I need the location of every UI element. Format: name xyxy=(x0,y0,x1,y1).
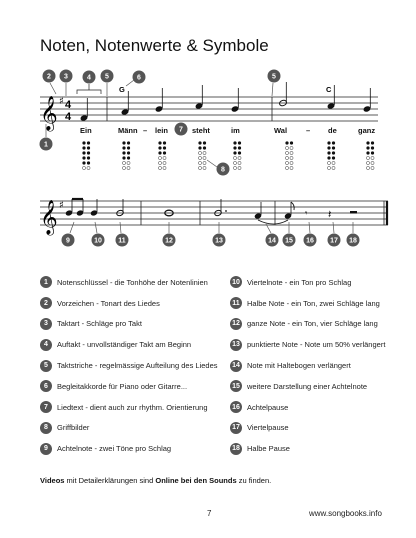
marker-8 xyxy=(207,160,230,176)
marker-5 xyxy=(101,70,114,97)
number-badge: 15 xyxy=(230,380,242,392)
legend-text: Note mit Haltebogen verlängert xyxy=(247,361,351,371)
finger-dot xyxy=(82,156,85,159)
finger-dot xyxy=(285,151,288,154)
legend-text: Viertelpause xyxy=(247,423,289,433)
finger-dot xyxy=(163,161,166,164)
svg-text:18: 18 xyxy=(349,237,357,245)
finger-dot xyxy=(233,151,236,154)
marker-2 xyxy=(43,70,57,95)
quarter-note xyxy=(231,88,240,113)
legend-item xyxy=(40,272,225,293)
marker-5b xyxy=(268,70,281,97)
number-badge: 18 xyxy=(230,443,242,455)
chord-g: G xyxy=(119,85,125,94)
finger-dot xyxy=(332,166,335,169)
finger-dot xyxy=(371,156,374,159)
legend-item xyxy=(230,334,395,355)
finger-dot xyxy=(198,151,201,154)
svg-text:6: 6 xyxy=(137,74,141,82)
finger-dot xyxy=(332,151,335,154)
finger-dot xyxy=(127,166,130,169)
marker-3 xyxy=(60,70,73,97)
finger-dot xyxy=(198,146,201,149)
marker-10 xyxy=(92,222,105,247)
quarter-note xyxy=(90,199,98,217)
legend-item xyxy=(230,418,395,439)
legend-item xyxy=(230,272,395,293)
svg-text:12: 12 xyxy=(165,237,173,245)
number-badge: 13 xyxy=(230,339,242,351)
half-note xyxy=(116,199,124,217)
footnote-end: zu finden. xyxy=(236,476,272,485)
finger-dot xyxy=(285,146,288,149)
svg-text:11: 11 xyxy=(118,237,126,245)
finger-dot xyxy=(198,161,201,164)
half-rest-icon xyxy=(350,211,357,214)
finger-dot xyxy=(203,146,206,149)
svg-text:13: 13 xyxy=(215,237,223,245)
number-badge: 4 xyxy=(40,339,52,351)
marker-16 xyxy=(304,222,317,247)
svg-text:10: 10 xyxy=(94,237,102,245)
svg-text:5: 5 xyxy=(272,73,276,81)
number-badge: 3 xyxy=(40,318,52,330)
treble-clef-icon: 𝄞 xyxy=(40,96,58,131)
finger-dot xyxy=(332,156,335,159)
finger-dot xyxy=(198,166,201,169)
legend-item xyxy=(230,397,395,418)
svg-text:3: 3 xyxy=(64,73,68,81)
number-badge: 16 xyxy=(230,401,242,413)
legend-item xyxy=(40,438,225,459)
finger-dot xyxy=(158,156,161,159)
marker-7 xyxy=(175,123,188,136)
legend-item xyxy=(230,314,395,335)
finger-dot xyxy=(87,156,90,159)
quarter-note xyxy=(363,88,372,113)
finger-dot xyxy=(366,166,369,169)
finger-dot xyxy=(87,146,90,149)
legend-item xyxy=(40,334,225,355)
dotted-half-note xyxy=(214,199,227,217)
footnote xyxy=(40,476,271,485)
svg-text:15: 15 xyxy=(285,237,293,245)
quarter-rest-icon: 𝄽 xyxy=(328,209,332,221)
legend-text: Notenschlüssel - die Tonhöhe der Notenlinien xyxy=(57,277,208,287)
finger-dot xyxy=(122,166,125,169)
finger-dot xyxy=(290,151,293,154)
finger-dot xyxy=(327,166,330,169)
finger-dot xyxy=(327,161,330,164)
number-badge: 17 xyxy=(230,422,242,434)
svg-text:17: 17 xyxy=(330,237,338,245)
finger-dot xyxy=(122,141,125,144)
finger-dot xyxy=(203,166,206,169)
finger-dot xyxy=(87,151,90,154)
finger-dot xyxy=(285,166,288,169)
finger-dot xyxy=(122,156,125,159)
svg-text:9: 9 xyxy=(66,237,70,245)
legend-item xyxy=(40,376,225,397)
finger-dot xyxy=(158,166,161,169)
finger-dot xyxy=(82,151,85,154)
marker-15 xyxy=(283,222,296,247)
number-badge: 14 xyxy=(230,360,242,372)
svg-text:16: 16 xyxy=(306,237,314,245)
marker-13 xyxy=(213,222,226,247)
finger-dot xyxy=(198,141,201,144)
svg-text:2: 2 xyxy=(47,73,51,81)
finger-dot xyxy=(238,156,241,159)
finger-dot xyxy=(366,151,369,154)
number-badge: 11 xyxy=(230,297,242,309)
legend-text: Begleitakkorde für Piano oder Gitarre... xyxy=(57,381,188,391)
finger-dot xyxy=(366,161,369,164)
finger-dot xyxy=(290,141,293,144)
footnote-videos: Videos xyxy=(40,476,65,485)
legend-item xyxy=(230,376,395,397)
legend-text: Halbe Note - ein Ton, zwei Schläge lang xyxy=(247,298,380,308)
svg-text:1: 1 xyxy=(44,141,48,149)
finger-dot xyxy=(332,146,335,149)
finger-dot xyxy=(122,146,125,149)
finger-dot xyxy=(233,161,236,164)
finger-dot xyxy=(366,141,369,144)
finger-dot xyxy=(285,156,288,159)
svg-text:14: 14 xyxy=(268,237,276,245)
legend-item xyxy=(40,397,225,418)
finger-dot xyxy=(327,156,330,159)
finger-dot xyxy=(87,166,90,169)
page-number: 7 xyxy=(207,509,212,518)
lyric: lein xyxy=(155,126,168,135)
finger-dot xyxy=(158,141,161,144)
legend-text: Vorzeichen - Tonart des Liedes xyxy=(57,298,160,308)
footnote-text: mit Detailerklärungen sind xyxy=(64,476,156,485)
finger-dot xyxy=(203,151,206,154)
time-sig-bottom: 4 xyxy=(65,111,72,123)
finger-dot xyxy=(127,156,130,159)
legend-text: Liedtext - dient auch zur rhythm. Orientierung xyxy=(57,402,208,412)
legend-item xyxy=(230,438,395,459)
eighth-rest-icon: 𝄾 xyxy=(305,208,308,218)
legend-text: Achtelnote - zwei Töne pro Schlag xyxy=(57,444,172,454)
quarter-note xyxy=(155,88,164,113)
legend-right-column xyxy=(230,272,395,459)
finger-dot xyxy=(203,156,206,159)
legend-text: Achtelpause xyxy=(247,402,289,412)
finger-dot xyxy=(82,141,85,144)
lyric: Wal xyxy=(274,126,288,135)
finger-dot xyxy=(82,166,85,169)
pickup-quarter-note xyxy=(80,98,89,122)
lyric: ganz xyxy=(358,126,376,135)
finger-dot xyxy=(233,166,236,169)
finger-dot xyxy=(158,151,161,154)
legend-text: Halbe Pause xyxy=(247,444,290,454)
finger-dot xyxy=(158,146,161,149)
finger-dot xyxy=(371,146,374,149)
lyric: – xyxy=(306,126,311,135)
svg-text:4: 4 xyxy=(87,74,91,82)
svg-text:5: 5 xyxy=(105,73,109,81)
number-badge: 6 xyxy=(40,380,52,392)
finger-dot xyxy=(233,146,236,149)
page-title: Noten, Notenwerte & Symbole xyxy=(40,36,269,55)
lyric: de xyxy=(328,126,337,135)
finger-dot xyxy=(203,141,206,144)
website-url: www.songbooks.info xyxy=(309,509,382,518)
marker-9 xyxy=(62,222,75,247)
marker-12 xyxy=(163,222,176,247)
number-badge: 8 xyxy=(40,422,52,434)
number-badge: 1 xyxy=(40,276,52,288)
number-badge: 12 xyxy=(230,318,242,330)
number-badge: 9 xyxy=(40,443,52,455)
legend-text: punktierte Note - Note um 50% verlängert xyxy=(247,340,386,350)
legend-text: Auftakt - unvollständiger Takt am Beginn xyxy=(57,340,192,350)
finger-dot xyxy=(122,151,125,154)
finger-dot xyxy=(327,151,330,154)
legend-text: Griffbilder xyxy=(57,423,90,433)
finger-dot xyxy=(371,141,374,144)
finger-dot xyxy=(238,146,241,149)
finger-dot xyxy=(87,161,90,164)
finger-dot xyxy=(238,166,241,169)
svg-text:8: 8 xyxy=(221,166,225,174)
legend-item xyxy=(40,293,225,314)
finger-dot xyxy=(285,161,288,164)
lyric: im xyxy=(231,126,240,135)
legend-item xyxy=(230,355,395,376)
marker-6 xyxy=(126,71,146,87)
marker-17 xyxy=(328,222,341,247)
finger-dot xyxy=(122,161,125,164)
finger-dot xyxy=(371,166,374,169)
svg-text:7: 7 xyxy=(179,126,183,134)
marker-14 xyxy=(266,224,279,247)
sharp-icon: ♯ xyxy=(59,96,64,107)
legend-item xyxy=(230,293,395,314)
finger-dot xyxy=(371,151,374,154)
legend-left-column xyxy=(40,272,225,459)
legend xyxy=(40,272,390,457)
finger-dot xyxy=(290,156,293,159)
finger-dot xyxy=(366,146,369,149)
finger-dot xyxy=(127,161,130,164)
finger-dot xyxy=(163,151,166,154)
finger-dot xyxy=(332,161,335,164)
legend-text: Taktstriche - regelmässige Aufteilung des Liedes xyxy=(57,361,218,371)
finger-dot xyxy=(163,146,166,149)
legend-text: Taktart - Schläge pro Takt xyxy=(57,319,142,329)
treble-clef-icon: 𝄞 xyxy=(40,200,58,235)
finger-dot xyxy=(371,161,374,164)
finger-dot xyxy=(82,161,85,164)
finger-dot xyxy=(203,161,206,164)
legend-item xyxy=(40,355,225,376)
finger-dot xyxy=(290,146,293,149)
legend-text: Viertelnote - ein Ton pro Schlag xyxy=(247,277,352,287)
finger-dot xyxy=(163,166,166,169)
finger-dot xyxy=(285,141,288,144)
sharp-icon: ♯ xyxy=(59,200,64,211)
finger-dot xyxy=(238,141,241,144)
legend-text: weitere Darstellung einer Achtelnote xyxy=(247,381,368,391)
auftakt-bracket xyxy=(77,90,101,94)
staff-lines-top xyxy=(40,97,378,121)
finger-dot xyxy=(82,146,85,149)
number-badge: 7 xyxy=(40,401,52,413)
finger-dot xyxy=(290,161,293,164)
lyric: – xyxy=(143,126,148,135)
lyric: Männ xyxy=(118,126,138,135)
legend-item xyxy=(40,418,225,439)
finger-dot xyxy=(327,141,330,144)
lyric: steht xyxy=(192,126,210,135)
time-sig-top: 4 xyxy=(65,99,72,111)
finger-dot xyxy=(238,161,241,164)
finger-dot xyxy=(290,166,293,169)
finger-dot xyxy=(127,146,130,149)
finger-dot xyxy=(332,141,335,144)
eighth-notes xyxy=(65,199,84,217)
finger-dot xyxy=(127,141,130,144)
number-badge: 2 xyxy=(40,297,52,309)
legend-text: ganze Note - ein Ton, vier Schläge lang xyxy=(247,319,378,329)
finger-dot xyxy=(163,141,166,144)
finger-dot xyxy=(327,146,330,149)
finger-dot xyxy=(163,156,166,159)
legend-item xyxy=(40,314,225,335)
finger-dot xyxy=(233,141,236,144)
finger-dot xyxy=(127,151,130,154)
finger-dot xyxy=(87,141,90,144)
finger-dot xyxy=(366,156,369,159)
footnote-link-text: Online bei den Sounds xyxy=(155,476,237,485)
lyric: Ein xyxy=(80,126,92,135)
finger-dot xyxy=(158,161,161,164)
finger-dot xyxy=(238,151,241,154)
number-badge: 10 xyxy=(230,276,242,288)
marker-18 xyxy=(347,222,360,247)
marker-11 xyxy=(116,222,129,247)
finger-dot xyxy=(233,156,236,159)
chord-c: C xyxy=(326,85,332,94)
finger-dot xyxy=(198,156,201,159)
number-badge: 5 xyxy=(40,360,52,372)
marker-4 xyxy=(83,71,96,84)
